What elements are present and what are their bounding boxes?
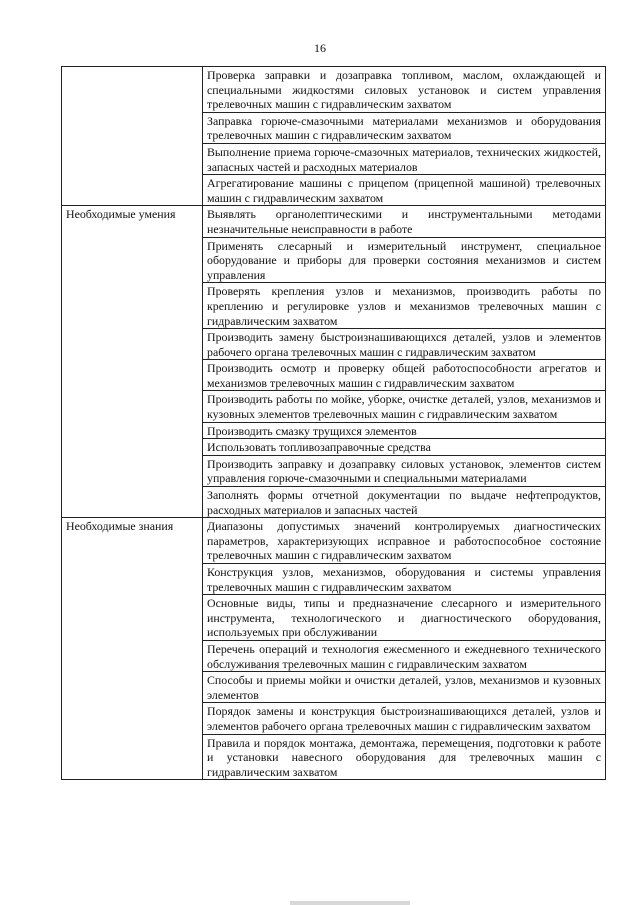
page-number: 16 [314,41,326,55]
scan-artifact [290,901,410,905]
row-description: Выполнение приема горюче-смазочных материалов, технических жидкостей, запасных частей и расходных материалов [203,143,606,174]
row-description: Правила и порядок монтажа, демонтажа, перемещения, подготовки к работе и установки навесного оборудования для трелевочных машин с гидравлическим захватом [203,734,606,780]
table-row [62,67,606,113]
table-row [62,206,606,237]
row-description: Конструкция узлов, механизмов, оборудования и системы управления трелевочных машин с гидравлическим захватом [203,564,606,595]
row-description: Заполнять формы отчетной документации по выдаче нефтепродуктов, расходных материалов и запасных частей [203,487,606,518]
row-description: Проверка заправки и дозаправка топливом, маслом, охлаждающей и специальными жидкостями силовых установок и систем управления трелевочных машин с гидравлическим захватом [203,67,606,113]
row-description: Производить замену быстроизнашивающихся деталей, узлов и элементов рабочего органа трелевочных машин с гидравлическим захватом [203,329,606,360]
row-description: Заправка горюче-смазочными материалами механизмов и оборудования трелевочных машин с гидравлическим захватом [203,112,606,143]
row-description: Производить осмотр и проверку общей работоспособности агрегатов и механизмов трелевочных машин с гидравлическим захватом [203,360,606,391]
row-description: Применять слесарный и измерительный инструмент, специальное оборудование и приборы для проверки состояния механизмов и систем управления [203,237,606,283]
row-category-label [62,67,203,206]
row-description: Использовать топливозаправочные средства [203,439,606,456]
competency-table-body [62,67,606,780]
competency-table [61,66,606,780]
row-description: Проверять крепления узлов и механизмов, производить работы по креплению и регулировке узлов и механизмов трелевочных машин с гидравлическим захватом [203,283,606,329]
row-category-label: Необходимые умения [62,206,203,518]
row-description: Выявлять органолептическими и инструментальными методами незначительные неисправности в работе [203,206,606,237]
row-description: Порядок замены и конструкция быстроизнашивающихся деталей, узлов и элементов рабочего органа трелевочных машин с гидравлическим захватом [203,703,606,734]
row-description: Способы и приемы мойки и очистки деталей, узлов, механизмов и кузовных элементов [203,672,606,703]
row-description: Агрегатирование машины с прицепом (прицепной машиной) трелевочных машин с гидравлическим захватом [203,175,606,206]
row-description: Основные виды, типы и предназначение слесарного и измерительного инструмента, технологического и диагностического оборудования, используемых при обслуживании [203,595,606,641]
table-row [62,518,606,564]
row-description: Диапазоны допустимых значений контролируемых диагностических параметров, характеризующих исправное и работоспособное состояние трелевочных машин с гидравлическим захватом [203,518,606,564]
row-category-label: Необходимые знания [62,518,203,780]
row-description: Производить смазку трущихся элементов [203,422,606,439]
row-description: Производить заправку и дозаправку силовых установок, элементов систем управления горюче-смазочными и специальными материалами [203,455,606,486]
row-description: Производить работы по мойке, уборке, очистке деталей, узлов, механизмов и кузовных элементов трелевочных машин с гидравлическим захватом [203,391,606,422]
row-description: Перечень операций и технология ежесменного и ежедневного технического обслуживания трелевочных машин с гидравлическим захватом [203,640,606,671]
